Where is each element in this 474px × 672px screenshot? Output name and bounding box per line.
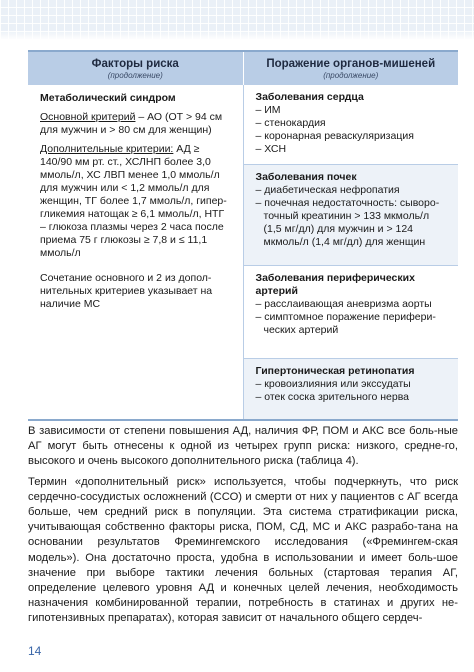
retinopathy-title: Гипертоническая ретинопатия bbox=[255, 365, 415, 377]
combination-line-2: наличие МС bbox=[40, 298, 101, 310]
extra-criteria-line-8: ммоль/л bbox=[40, 247, 81, 259]
page-number: 14 bbox=[28, 644, 42, 658]
kidney-item: точный креатинин > 133 мкмоль/л bbox=[263, 210, 430, 222]
extra-criteria-line-2: ммоль/л, ХС ЛВП менее 1,0 ммоль/л bbox=[40, 169, 220, 181]
peripheral-item: ческих артерий bbox=[263, 324, 339, 336]
heart-item: – стенокардия bbox=[255, 117, 326, 129]
risk-factors-column bbox=[28, 85, 244, 419]
heart-item: – коронарная реваскуляризация bbox=[255, 130, 414, 142]
paragraph-risk-groups: В зависимости от степени повышения АД, наличия ФР, ПОМ и АКС все боль-ные АГ могут быть отнесены к одной из четырех групп риска: низкого, средне-го, высокого и очень высокого дополнительного риска (таблица 4). bbox=[28, 425, 458, 468]
extra-criteria-line-6: – глюкоза плазмы через 2 часа после bbox=[40, 221, 224, 233]
heart-item: – ХСН bbox=[255, 143, 287, 155]
kidney-item: мкмоль/л (1,4 мг/дл) для женщин bbox=[263, 236, 426, 248]
metabolic-syndrome-cell bbox=[28, 85, 243, 319]
decorative-grid-band bbox=[0, 0, 474, 40]
peripheral-item: – симптомное поражение перифери- bbox=[255, 311, 436, 323]
extra-criteria-line-0: АД ≥ bbox=[173, 143, 200, 155]
extra-criteria bbox=[40, 143, 233, 260]
extra-criteria-line-3: для мужчин или < 1,2 ммоль/л для bbox=[40, 182, 210, 194]
heart-item: – ИМ bbox=[255, 104, 281, 116]
kidney-diseases-section bbox=[244, 164, 459, 265]
target-organs-column bbox=[244, 85, 459, 419]
peripheral-arteries-title: Заболевания периферических bbox=[255, 272, 415, 284]
header-target-organs bbox=[243, 52, 459, 85]
main-criterion bbox=[40, 111, 233, 137]
table-body bbox=[28, 85, 458, 419]
table-header bbox=[28, 52, 458, 85]
extra-criteria-line-7: приема 75 г глюкозы ≥ 7,8 и ≤ 11,1 bbox=[40, 234, 208, 246]
header-risk-factors-sub: (продолжение) bbox=[107, 71, 163, 80]
peripheral-item: – расслаивающая аневризма аорты bbox=[255, 298, 432, 310]
kidney-item: (1,5 мг/дл) для мужчин и > 124 bbox=[263, 223, 414, 235]
kidney-diseases-title: Заболевания почек bbox=[255, 171, 357, 183]
risk-factors-table bbox=[28, 50, 458, 421]
combination-line-1: нительных критериев указывает на bbox=[40, 285, 213, 297]
header-target-organs-title: Поражение органов-мишеней bbox=[266, 58, 436, 70]
paragraph-additional-risk: Термин «дополнительный риск» используется, чтобы подчеркнуть, что риск сердечно-сосудистых осложнений (ССО) и смерти от них у пациентов с АГ всегда больше, чем средний риск в популяции. Эта система стратификации риска, учитывающая собственно факторы риска, ПОМ, СД, МС и АКС разрабо-тана на основании результатов Фремингемского исследования («Фремингем-ская модель»). Она достаточно проста, удобна в использовании и имеет боль-шое значение при выборе тактики лечения больных (стартовая терапия АГ, определение целевого уровня АД и конечных целей лечения, необходимость назначения комбинированной терапии, потребность в статинах и других не-гипотензивных препаратах), которая зависит от начального общего сердеч- bbox=[28, 475, 458, 625]
extra-criteria-line-1: 140/90 мм рт. ст., ХСЛНП более 3,0 bbox=[40, 156, 211, 168]
peripheral-arteries-section bbox=[244, 265, 459, 358]
extra-criteria-line-5: гликемия натощак ≥ 6,1 ммоль/л, НТГ bbox=[40, 208, 225, 220]
main-criterion-line-1: для мужчин и > 80 см для женщин) bbox=[40, 124, 212, 136]
retinopathy-section bbox=[244, 358, 459, 419]
kidney-item: – почечная недостаточность: сыворо- bbox=[255, 197, 440, 209]
main-criterion-label: Основной критерий bbox=[40, 111, 136, 123]
metabolic-syndrome-title: Метаболический синдром bbox=[40, 92, 176, 104]
main-criterion-line-0: – АО (ОТ > 94 см bbox=[135, 111, 223, 123]
retinopathy-item: – отек соска зрительного нерва bbox=[255, 391, 410, 403]
header-target-organs-sub: (продолжение) bbox=[323, 71, 379, 80]
header-risk-factors bbox=[28, 52, 243, 85]
peripheral-arteries-title-cont: артерий bbox=[255, 285, 298, 297]
retinopathy-item: – кровоизлияния или экссудаты bbox=[255, 378, 411, 390]
heart-diseases-section bbox=[244, 85, 459, 164]
extra-criteria-line-4: женщин, ТГ более 1,7 ммоль/л, гипер- bbox=[40, 195, 227, 207]
heart-diseases-title: Заболевания сердца bbox=[255, 91, 364, 103]
extra-criteria-label: Дополнительные критерии: bbox=[40, 143, 174, 155]
body-text bbox=[28, 424, 458, 632]
combination-note bbox=[40, 272, 233, 311]
kidney-item: – диабетическая нефропатия bbox=[255, 184, 400, 196]
combination-line-0: Сочетание основного и 2 из допол- bbox=[40, 272, 212, 284]
header-risk-factors-title: Факторы риска bbox=[91, 58, 179, 70]
